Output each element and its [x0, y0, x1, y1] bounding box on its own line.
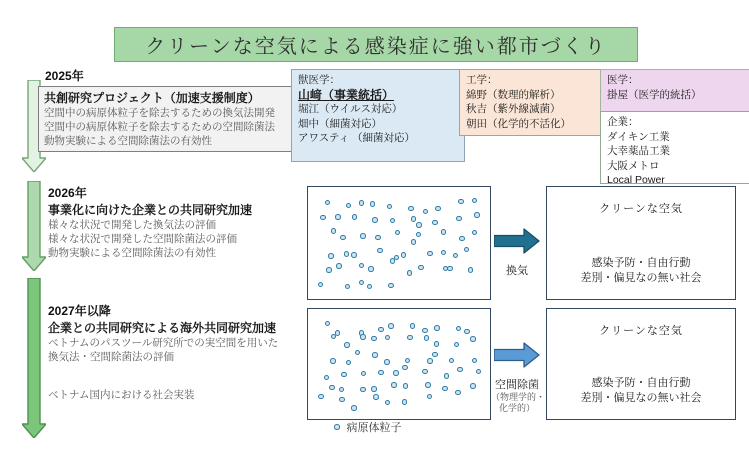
pathogen-particle-dot [360, 233, 366, 239]
pathogen-particle-dot [401, 252, 407, 258]
pathogen-particle-dot [320, 215, 326, 221]
pathogen-particle-dot [336, 263, 342, 269]
team-companies-box [600, 111, 749, 184]
particle-box-ventilation [307, 186, 491, 300]
pathogen-particle-dot [476, 369, 482, 375]
outcome-line: 感染予防・自由行動 [591, 257, 691, 269]
pathogen-particle-dot [408, 206, 414, 212]
pathogen-particle-dot [329, 385, 335, 391]
outcome-line: 差別・偏見なの無い社会 [580, 392, 702, 404]
pathogen-particle-dot [435, 206, 441, 212]
pathogen-particle-dot [411, 216, 417, 222]
pathogen-particle-dot [456, 326, 462, 332]
social-outcome-lines [547, 376, 735, 406]
pathogen-particle-dot [341, 372, 347, 378]
right-arrow-icon [494, 228, 540, 254]
outcome-line: 感染予防・自由行動 [591, 377, 691, 389]
company-name: 大幸薬品工業 [607, 145, 670, 157]
team-medicine-title: 医学： [607, 74, 639, 86]
pathogen-particle-dot [325, 200, 331, 206]
pathogen-particle-dot [432, 220, 438, 226]
pathogen-particle-dot [390, 218, 396, 224]
pathogen-particle-dot [403, 383, 409, 389]
page-title: クリーンな空気による感染症に強い都市づくり [114, 27, 638, 62]
pathogen-particle-dot [370, 201, 376, 207]
pathogen-particle-dot [385, 400, 391, 406]
team-veterinary-lead: 山﨑（事業統括） [298, 87, 395, 102]
pathogen-particle-dot [361, 371, 367, 377]
pathogen-particle-dot [432, 352, 438, 358]
pathogen-particle-dot [449, 358, 455, 364]
team-medicine-member: 掛屋（医学的統括） [607, 88, 702, 101]
pathogen-particle-dot [459, 236, 465, 242]
pathogen-particle-dot [391, 382, 397, 388]
pathogen-particle-dot [331, 228, 337, 234]
pathogen-particle-dot [424, 335, 430, 341]
company-name: Local Power [607, 174, 665, 186]
clean-air-result-box-2 [546, 308, 736, 420]
timeline-arrow-2027-icon [22, 278, 46, 438]
pathogen-particle-dot [351, 252, 357, 258]
pathogen-particle-dot [371, 386, 377, 392]
pathogen-particle-dot [410, 323, 416, 329]
team-engineering-member: 綿野（数理的解析） [466, 88, 561, 101]
pathogen-particle-dot [373, 394, 379, 400]
phase-2027-heading: 企業との共同研究による海外共同研究加速 [48, 321, 277, 335]
pathogen-particle-dot [344, 342, 350, 348]
pathogen-particle-dot [454, 342, 460, 348]
pathogen-particle-dot [377, 248, 383, 254]
pathogen-particle-dot [385, 335, 391, 341]
pathogen-particle-dot [456, 216, 462, 222]
pathogen-particle-dot [470, 383, 476, 389]
pathogen-particle-dot [444, 373, 450, 379]
phase-2025-heading: 共創研究プロジェクト（加速支援制度） [44, 91, 260, 105]
pathogen-particle-dot [441, 250, 447, 256]
outcome-line: 差別・偏見なの無い社会 [580, 272, 702, 284]
pathogen-particle-dot [464, 329, 470, 335]
team-veterinary-box [291, 69, 465, 162]
pathogen-particle-dot [425, 382, 431, 388]
pathogen-particle-dot [359, 200, 365, 206]
right-arrow-icon [494, 342, 540, 368]
pathogen-particle-dot [455, 390, 461, 396]
pathogen-particle-dot [328, 253, 334, 259]
pathogen-particle-dot [427, 394, 433, 400]
clean-air-label: クリーンな空気 [599, 203, 683, 215]
pathogen-particle-dot [442, 386, 448, 392]
pathogen-particle-dot [402, 399, 408, 405]
pathogen-particle-dot [352, 214, 358, 220]
pathogen-particle-dot [422, 369, 428, 375]
phase-2025-box [38, 86, 308, 152]
pathogen-particle-dot [472, 230, 478, 236]
disinfection-arrow-sublabel: （物理学的・ [491, 392, 546, 402]
pathogen-particle-dot [326, 267, 332, 273]
pathogen-particle-dot [324, 375, 330, 381]
pathogen-particle-dot [416, 222, 422, 228]
pathogen-particle-dot [335, 214, 341, 220]
team-engineering-member: 朝田（化学的不活化） [466, 117, 571, 130]
pathogen-particle-dot [464, 247, 470, 253]
pathogen-particle-dot [457, 367, 463, 373]
pathogen-particle-dot [472, 198, 478, 204]
pathogen-particle-dot [405, 358, 411, 364]
phase-2027-extra [48, 388, 194, 402]
pathogen-particle-dot [407, 270, 413, 276]
pathogen-particle-dot [418, 265, 424, 271]
pathogen-particle-dot [402, 365, 408, 371]
pathogen-particle-dot [388, 323, 394, 329]
pathogen-particle-dot [474, 212, 480, 218]
pathogen-particle-dot [458, 199, 464, 205]
team-engineering-box [459, 69, 605, 136]
pathogen-particle-dot [453, 253, 459, 259]
pathogen-particle-dot [331, 334, 337, 340]
team-veterinary-member: 堀江（ウイルス対応） [298, 103, 403, 115]
pathogen-particle-dot [387, 204, 393, 210]
pathogen-particle-dot [434, 325, 440, 331]
pathogen-particle-dot [411, 239, 417, 245]
pathogen-particle-dot [388, 283, 394, 289]
pathogen-particle-dot [378, 327, 384, 333]
pathogen-particle-dot [325, 321, 331, 327]
pathogen-particle-dot [378, 370, 384, 376]
team-veterinary-member: アワスティ （細菌対応） [298, 132, 416, 144]
phase-2027-extra-line: ベトナム国内における社会実装 [48, 389, 195, 401]
pathogen-particle-dot [372, 352, 378, 358]
pathogen-particle-dot [441, 229, 447, 235]
phase-2026-line: 動物実験による空間除菌法の有効性 [48, 247, 216, 259]
pathogen-particle-dot [345, 284, 351, 290]
pathogen-particle-dot [318, 394, 324, 400]
company-name: 大阪メトロ [607, 159, 660, 172]
pathogen-particle-dot [371, 336, 377, 342]
phase-2026-line: 様々な状況で開発した空間除菌法の評価 [48, 233, 237, 245]
pathogen-particle-dot [416, 232, 422, 238]
disinfection-arrow-label: 空間除菌 [495, 379, 539, 391]
phase-2026-line: 様々な状況で開発した換気法の評価 [48, 219, 216, 231]
company-name: ダイキン工業 [607, 130, 670, 143]
phase-2025-line: 空間中の病原体粒子を除去するための換気法開発 [44, 107, 275, 119]
pathogen-particle-dot [468, 267, 474, 273]
team-veterinary-title: 獣医学： [298, 74, 340, 86]
team-veterinary-member: 畑中（細菌対応） [298, 117, 382, 130]
year-label-2026: 2026年 [48, 186, 87, 200]
particle-legend-label: 病原体粒子 [346, 422, 402, 434]
phase-2025-line: 空間中の病原体粒子を除去するための空間除菌法 [44, 121, 275, 133]
year-label-2025: 2025年 [45, 69, 84, 83]
phase-2026-block [48, 202, 252, 260]
team-engineering-title: 工学： [466, 74, 498, 86]
pathogen-particle-dot [427, 358, 433, 364]
pathogen-particle-dot [346, 360, 352, 366]
pathogen-particle-dot [384, 359, 390, 365]
social-outcome-lines [547, 256, 735, 286]
ventilation-arrow-group [491, 228, 543, 278]
pathogen-particle-dot [375, 235, 381, 241]
ventilation-arrow-label: 換気 [506, 265, 528, 277]
particle-box-disinfection [307, 308, 491, 420]
pathogen-particle-dot [434, 341, 440, 347]
pathogen-particle-dot [344, 251, 350, 257]
timeline-arrow-2026-icon [22, 181, 46, 271]
phase-2027-block [48, 320, 278, 364]
pathogen-particle-icon [334, 424, 340, 430]
phase-2026-heading: 事業化に向けた企業との共同研究加速 [48, 203, 253, 217]
pathogen-particle-dot [360, 387, 366, 393]
disinfection-arrow-group [491, 342, 546, 414]
pathogen-particle-dot [355, 350, 361, 356]
pathogen-particle-dot [339, 397, 345, 403]
pathogen-particle-dot [422, 328, 428, 334]
phase-2027-line: ベトナムのパスツール研究所での実空間を用いた [48, 337, 279, 349]
pathogen-particle-dot [367, 284, 373, 290]
pathogen-particle-dot [472, 358, 478, 364]
pathogen-particle-dot [395, 230, 401, 236]
pathogen-particle-dot [372, 217, 378, 223]
phase-2025-line: 動物実験による空間除菌法の有効性 [44, 135, 212, 147]
pathogen-particle-dot [423, 209, 429, 215]
pathogen-particle-dot [339, 387, 345, 393]
team-companies-title: 企業： [607, 116, 639, 128]
year-label-2027: 2027年以降 [48, 304, 111, 318]
pathogen-particle-dot [360, 334, 366, 340]
team-engineering-member: 秋吉（紫外線滅菌） [466, 103, 561, 115]
disinfection-arrow-sublabel: 化学的） [498, 403, 535, 413]
pathogen-particle-dot [393, 370, 399, 376]
pathogen-particle-dot [359, 263, 365, 269]
particle-legend [334, 419, 402, 435]
pathogen-particle-dot [427, 251, 433, 257]
clean-air-result-box-1 [546, 186, 736, 300]
pathogen-particle-dot [351, 405, 357, 411]
clean-air-label: クリーンな空気 [599, 325, 683, 337]
pathogen-particle-dot [340, 235, 346, 241]
pathogen-particle-dot [359, 280, 365, 286]
pathogen-particle-dot [318, 282, 324, 288]
pathogen-particle-dot [390, 258, 396, 264]
pathogen-particle-dot [407, 335, 413, 341]
pathogen-particle-dot [447, 266, 453, 272]
pathogen-particle-dot [470, 336, 476, 342]
pathogen-particle-dot [330, 358, 336, 364]
pathogen-particle-dot [368, 266, 374, 272]
team-medicine-box [600, 69, 749, 113]
pathogen-particle-dot [346, 203, 352, 209]
phase-2027-line: 換気法・空間除菌法の評価 [48, 351, 174, 363]
